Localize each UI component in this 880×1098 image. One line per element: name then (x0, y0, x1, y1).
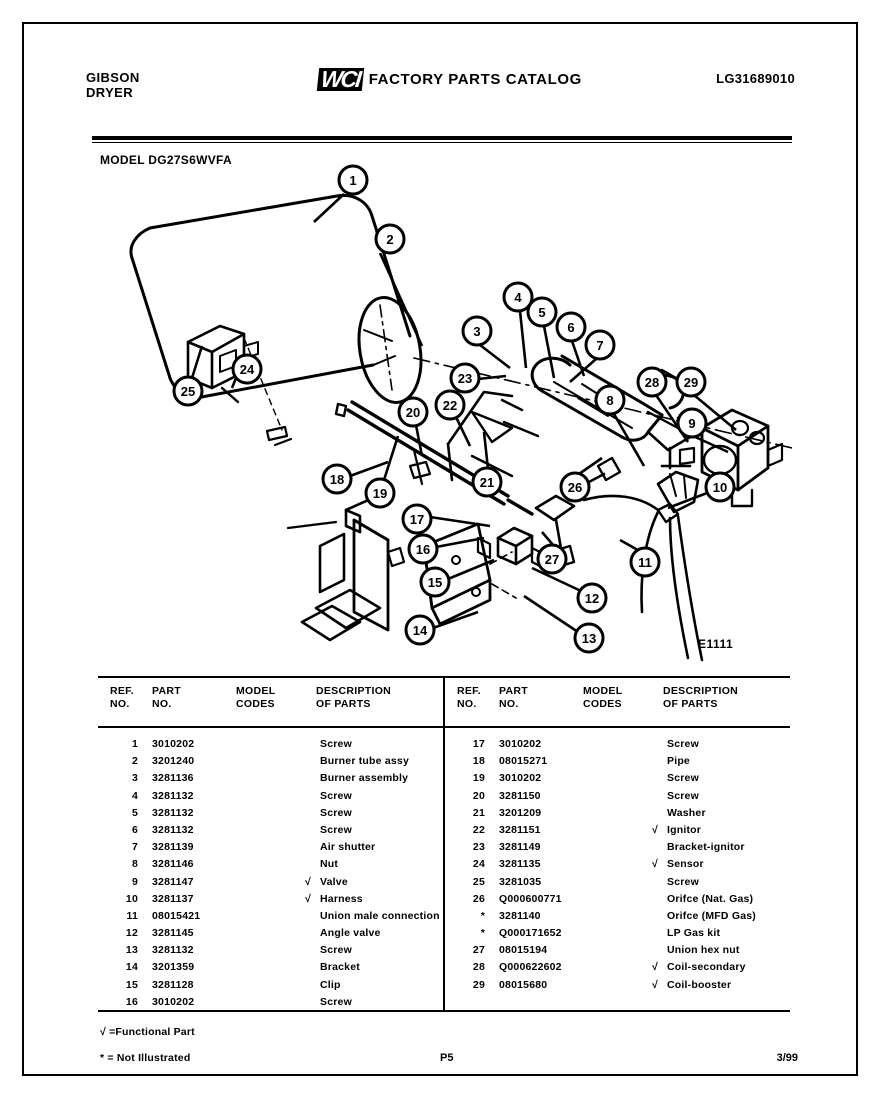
cell-description: Screw (667, 738, 699, 750)
wci-logo: WCI (317, 68, 364, 91)
callout-16 (409, 535, 437, 563)
legend-functional-part: √ =Functional Part (100, 1026, 195, 1038)
cell-description: Pipe (667, 755, 690, 768)
cell-description: LP Gas kit (667, 927, 721, 940)
model-designation: MODEL DG27S6WVFA (100, 153, 232, 167)
legend-not-illustrated: * = Not Illustrated (100, 1052, 191, 1064)
cell-ref-no: 4 (131, 789, 138, 802)
cell-ref-no: 26 (472, 892, 485, 905)
callout-7 (586, 331, 614, 359)
cell-description: Valve (320, 875, 348, 888)
functional-part-check-icon: √ (652, 961, 658, 974)
callout-label: 24 (239, 362, 255, 377)
cell-ref-no: * (480, 909, 485, 922)
cell-part-no: 3281146 (152, 858, 194, 871)
cell-ref-no: 29 (472, 978, 485, 991)
cell-description: Screw (320, 823, 352, 836)
cell-ref-no: 8 (131, 858, 138, 871)
callout-label: 18 (329, 472, 345, 487)
table-row (445, 876, 790, 893)
table-row (445, 841, 790, 858)
cell-part-no: 3281128 (152, 978, 194, 991)
table-row (445, 961, 790, 978)
callout-label: 7 (596, 338, 604, 353)
callout-19 (366, 479, 394, 507)
cell-part-no: 3281135 (499, 858, 541, 871)
callout-label: 12 (584, 591, 600, 606)
table-row (98, 772, 443, 789)
cell-part-no: 3281132 (152, 823, 194, 836)
cell-description: Harness (320, 892, 363, 905)
cell-description: Burner tube assy (320, 755, 409, 768)
table-row (98, 858, 443, 875)
header-part-no: PART NO. (499, 685, 529, 710)
brand-name: GIBSON (86, 70, 140, 85)
callout-29 (677, 368, 705, 396)
cell-part-no: 3281132 (152, 944, 194, 957)
cell-description: Screw (320, 806, 352, 819)
header-part-no: PART NO. (152, 685, 182, 710)
cell-part-no: 3281137 (152, 892, 194, 905)
cell-part-no: 3281149 (499, 841, 541, 854)
cell-description: Angle valve (320, 927, 381, 940)
callout-label: 11 (638, 555, 652, 570)
functional-part-check-icon: √ (305, 892, 311, 905)
callout-3 (463, 317, 491, 345)
callout-12 (578, 584, 606, 612)
table-row (445, 755, 790, 772)
parts-rows-right (445, 738, 790, 996)
header-rule-thick (92, 136, 792, 140)
product-type: DRYER (86, 85, 134, 100)
callout-label: 17 (409, 512, 425, 527)
callout-label: 15 (427, 575, 443, 590)
callout-25 (174, 377, 202, 405)
cell-part-no: 3281150 (499, 789, 541, 802)
cell-description: Orifce (MFD Gas) (667, 909, 756, 922)
table-row (445, 893, 790, 910)
cell-description: Clip (320, 978, 341, 991)
cell-ref-no: 25 (472, 875, 485, 888)
callout-27 (538, 545, 566, 573)
cell-ref-no: 11 (126, 909, 138, 922)
table-row (445, 790, 790, 807)
cell-description: Screw (667, 789, 699, 802)
callout-13 (575, 624, 603, 652)
callout-label: 14 (412, 623, 428, 638)
cell-part-no: 08015680 (499, 978, 548, 991)
callout-23 (451, 364, 479, 392)
cell-part-no: 3281151 (499, 823, 541, 836)
cell-ref-no: 6 (131, 823, 138, 836)
callout-10 (706, 473, 734, 501)
cell-description: Screw (320, 738, 352, 750)
callout-label: 20 (405, 405, 421, 420)
callout-6 (557, 313, 585, 341)
header-ref-no: REF. NO. (110, 685, 134, 710)
callout-label: 25 (180, 384, 196, 399)
header-description: DESCRIPTION OF PARTS (316, 685, 392, 710)
cell-part-no: 3281147 (152, 875, 194, 888)
table-row (98, 893, 443, 910)
callout-label: 29 (683, 375, 699, 390)
callout-label: 23 (457, 371, 473, 386)
cell-description: Screw (667, 875, 699, 888)
catalog-title-block (318, 68, 582, 91)
callout-18 (323, 465, 351, 493)
callout-14 (406, 616, 434, 644)
callout-22 (436, 391, 464, 419)
table-row (98, 755, 443, 772)
cell-description: Ignitor (667, 823, 702, 836)
cell-part-no: 3281136 (152, 772, 194, 785)
callout-1 (339, 166, 367, 194)
cell-ref-no: 28 (472, 961, 485, 974)
cell-ref-no: 20 (472, 789, 485, 802)
table-row (98, 927, 443, 944)
cell-description: Orifce (Nat. Gas) (667, 892, 754, 905)
table-row (98, 790, 443, 807)
table-row (445, 738, 790, 755)
table-row (98, 824, 443, 841)
callout-label: 5 (538, 305, 546, 320)
cell-description: Bracket-ignitor (667, 841, 745, 854)
cell-part-no: Q000171652 (499, 927, 562, 940)
cell-ref-no: 24 (472, 858, 485, 871)
functional-part-check-icon: √ (652, 823, 658, 836)
cell-part-no: Q000622602 (499, 961, 562, 974)
table-row (445, 944, 790, 961)
cell-part-no: 3281132 (152, 806, 194, 819)
callout-label: 9 (688, 416, 696, 431)
callout-20 (399, 398, 427, 426)
callout-label: 3 (473, 324, 481, 339)
callout-24 (233, 355, 261, 383)
callout-label: 28 (644, 375, 660, 390)
cell-ref-no: 15 (125, 978, 138, 991)
cell-ref-no: 7 (131, 841, 138, 854)
parts-column-left (98, 676, 443, 1012)
callout-11 (631, 548, 659, 576)
cell-ref-no: 14 (125, 961, 138, 974)
cell-ref-no: 3 (131, 772, 138, 785)
cell-part-no: 08015421 (152, 909, 201, 922)
table-row (445, 927, 790, 944)
callout-17 (403, 505, 431, 533)
functional-part-check-icon: √ (652, 978, 658, 991)
cell-description: Screw (320, 995, 352, 1008)
callout-label: 10 (712, 480, 728, 495)
callout-label: 16 (415, 542, 431, 557)
column-headers-left (98, 685, 443, 723)
parts-rows-left (98, 738, 443, 1013)
table-row (98, 910, 443, 927)
callout-label: 21 (479, 475, 495, 490)
cell-ref-no: 12 (125, 927, 138, 940)
table-row (445, 772, 790, 789)
cell-part-no: 3010202 (152, 995, 195, 1008)
callout-26 (561, 473, 589, 501)
callout-2 (376, 225, 404, 253)
cell-ref-no: 16 (125, 995, 138, 1008)
brand-block (86, 70, 140, 100)
catalog-title: FACTORY PARTS CATALOG (368, 71, 582, 88)
cell-part-no: 3010202 (499, 738, 542, 750)
callout-5 (528, 298, 556, 326)
page-number: P5 (440, 1052, 454, 1064)
cell-part-no: 3281035 (499, 875, 542, 888)
table-row (98, 944, 443, 961)
callout-9 (678, 409, 706, 437)
cell-ref-no: 19 (472, 772, 485, 785)
table-row (98, 961, 443, 978)
callout-label: 8 (606, 393, 614, 408)
cell-description: Union hex nut (667, 944, 740, 957)
header-model-codes: MODEL CODES (236, 685, 276, 710)
cell-description: Screw (667, 772, 699, 785)
cell-ref-no: 27 (472, 944, 485, 957)
cell-description: Bracket (320, 961, 360, 974)
cell-part-no: 3281132 (152, 789, 194, 802)
callout-21 (473, 468, 501, 496)
callout-label: 27 (544, 552, 560, 567)
cell-ref-no: 13 (125, 944, 138, 957)
cell-description: Burner assembly (320, 772, 409, 785)
catalog-code: LG31689010 (716, 71, 795, 86)
cell-ref-no: * (480, 927, 485, 940)
cell-ref-no: 17 (472, 738, 485, 750)
cell-ref-no: 5 (131, 806, 138, 819)
table-row (98, 807, 443, 824)
diagram-reference-code: E1111 (698, 637, 734, 651)
cell-part-no: 3281139 (152, 841, 194, 854)
callout-label: 1 (349, 173, 357, 188)
callout-label: 2 (386, 232, 394, 247)
table-row (445, 807, 790, 824)
cell-part-no: 3201209 (499, 806, 542, 819)
cell-description: Air shutter (320, 841, 376, 854)
cell-ref-no: 21 (472, 806, 485, 819)
callout-8 (596, 386, 624, 414)
functional-part-check-icon: √ (305, 875, 311, 888)
parts-table (98, 676, 790, 1012)
cell-part-no: Q000600771 (499, 892, 562, 905)
table-row (445, 979, 790, 996)
header-description: DESCRIPTION OF PARTS (663, 685, 739, 710)
table-row (98, 996, 443, 1013)
cell-description: Coil-secondary (667, 961, 746, 974)
column-headers-right (445, 685, 790, 723)
table-row (445, 858, 790, 875)
cell-part-no: 08015194 (499, 944, 548, 957)
callout-28 (638, 368, 666, 396)
revision-date: 3/99 (776, 1052, 798, 1064)
callout-label: 22 (442, 398, 458, 413)
cell-ref-no: 9 (131, 875, 138, 888)
table-row (98, 979, 443, 996)
table-row (98, 876, 443, 893)
callout-label: 26 (567, 480, 583, 495)
cell-part-no: 3201240 (152, 755, 195, 768)
cell-part-no: 3010202 (152, 738, 195, 750)
functional-part-check-icon: √ (652, 858, 658, 871)
cell-part-no: 3201359 (152, 961, 195, 974)
table-row (445, 910, 790, 927)
cell-ref-no: 1 (131, 738, 138, 750)
cell-description: Coil-booster (667, 978, 732, 991)
cell-ref-no: 23 (472, 841, 485, 854)
cell-ref-no: 18 (472, 755, 485, 768)
parts-column-right (445, 676, 790, 1012)
cell-part-no: 3281145 (152, 927, 194, 940)
table-row (445, 824, 790, 841)
cell-ref-no: 2 (131, 755, 138, 768)
callout-label: 4 (514, 290, 522, 305)
callout-label: 19 (372, 486, 388, 501)
cell-description: Union male connection (320, 909, 440, 922)
cell-description: Screw (320, 789, 352, 802)
callout-15 (421, 568, 449, 596)
header-ref-no: REF. NO. (457, 685, 481, 710)
header-model-codes: MODEL CODES (583, 685, 623, 710)
cell-ref-no: 10 (125, 892, 138, 905)
cell-part-no: 3281140 (499, 909, 541, 922)
header-rule-thin (92, 142, 792, 143)
cell-part-no: 3010202 (499, 772, 542, 785)
callout-label: 6 (567, 320, 575, 335)
cell-description: Washer (667, 806, 706, 819)
table-row (98, 841, 443, 858)
cell-ref-no: 22 (472, 823, 485, 836)
cell-description: Nut (320, 858, 339, 871)
exploded-parts-diagram (92, 160, 792, 670)
cell-description: Sensor (667, 858, 704, 871)
cell-part-no: 08015271 (499, 755, 548, 768)
callout-label: 13 (581, 631, 597, 646)
table-row (98, 738, 443, 755)
cell-description: Screw (320, 944, 352, 957)
